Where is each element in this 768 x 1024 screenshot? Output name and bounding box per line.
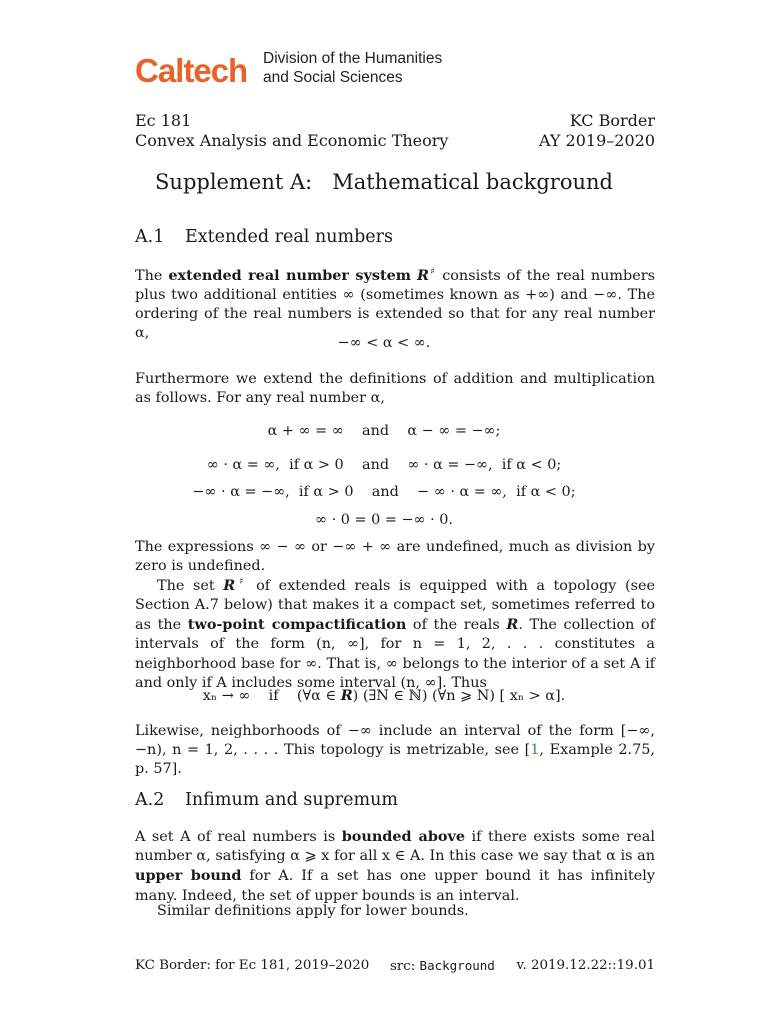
equation-mult-pos-inf: ∞ · α = ∞, if α > 0 and ∞ · α = −∞, if α < 0; [206,457,562,473]
division-line-1: Division of the Humanities [263,50,443,67]
paragraph-a1-5: Likewise, neighborhoods of −∞ include an interval of the form [−∞, −n), n = 1, 2, . . . . This topology is metrizable, see [1, Example 2.75, p. 57]. [135,723,655,778]
equation-limit-infinity: xₙ → ∞ if (∀α ∈ R) (∃N ∈ ℕ) (∀n ⩾ N) [ xₙ > α]. [202,687,566,704]
paragraph-a1-2: Furthermore we extend the definitions of addition and multiplication as follows. For any real number α, [135,371,655,407]
defined-term: two-point compactification [187,616,407,634]
footer-source: src: Background [390,958,495,974]
section-number: A.1 [135,227,165,247]
equation-mult-neg-inf: −∞ · α = −∞, if α > 0 and − ∞ · α = ∞, if α < 0; [192,484,576,500]
defined-term: bounded above [341,828,466,845]
defined-term: extended real number system [168,266,412,284]
paragraph-a2-2: Similar definitions apply for lower bounds. [157,903,469,919]
academic-year: AY 2019–2020 [539,131,655,150]
footer-version: v. 2019.12.22::19.01 [516,958,655,973]
division-name [263,49,442,87]
course-info [135,111,448,151]
course-code: Ec 181 [135,111,192,130]
paragraph-a2-1: A set A of real numbers is bounded above if there exists some real number α, satisfying α ⩾ x for all x ∈ A. In this case we say that α is an upper bound for A. If a set has one upper bound it has infinitely many. Indeed, the set of upper bounds is an interval. [135,828,656,904]
paragraph-a1-3: The expressions ∞ − ∞ or −∞ + ∞ are undefined, much as division by zero is undefined. [135,539,655,575]
page-title: Supplement A: Mathematical background [155,170,613,194]
author-info [539,111,655,151]
course-name: Convex Analysis and Economic Theory [135,131,449,150]
section-title: Extended real numbers [185,227,393,247]
equation-addition: α + ∞ = ∞ and α − ∞ = −∞; [267,423,501,439]
section-heading-a2 [135,790,398,810]
footer-author: KC Border: for Ec 181, 2019–2020 [135,958,370,973]
source-file: Background [419,958,495,973]
citation-link[interactable]: 1 [530,742,540,759]
defined-term: upper bound [135,867,242,885]
section-heading-a1 [135,227,393,247]
equation-ordering: −∞ < α < ∞. [337,335,431,351]
division-line-2: and Social Sciences [263,69,403,86]
paragraph-a1-1: The extended real number system R♯ consists of the real numbers plus two additional entities ∞ (sometimes known as +∞) and −∞. The ordering of the real numbers is extended so that for any real number α, [135,266,656,342]
section-title: Infimum and supremum [185,790,398,810]
equation-mult-zero: ∞ · 0 = 0 = −∞ · 0. [315,512,453,528]
section-number: A.2 [135,790,165,810]
caltech-logo: Caltech [135,52,248,89]
paragraph-a1-4: The set R♯ of extended reals is equipped with a topology (see Section A.7 below) that makes it a compact set, sometimes referred to as the two-point compactification of the reals R. The collection of intervals of the form (n, ∞], for n = 1, 2, . . . constitutes a neighborhood base for ∞. That is, ∞ belongs to the interior of a set A if and only if A includes some interval (n, ∞]. Thus [135,576,656,691]
author-name: KC Border [569,111,655,130]
